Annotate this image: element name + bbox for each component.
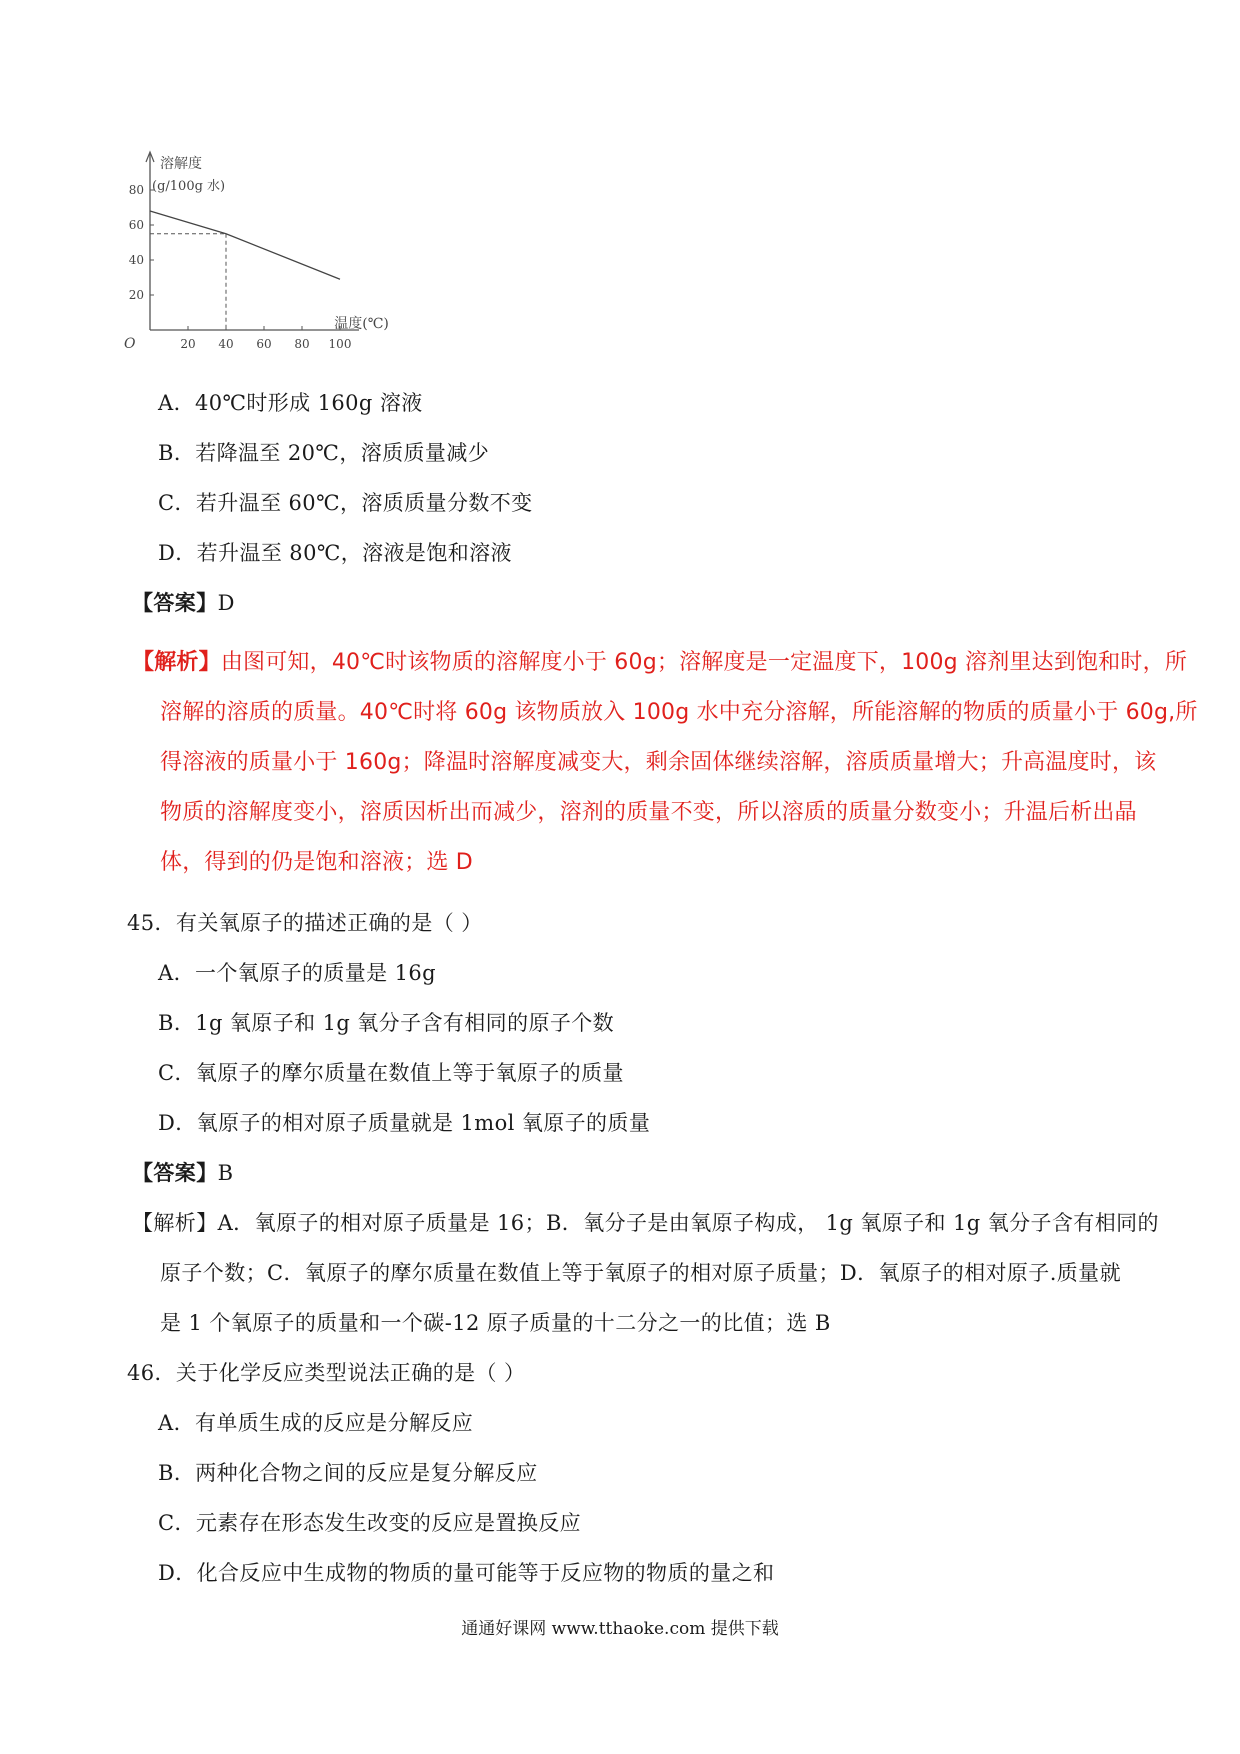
q46-option-d: D．化合反应中生成物的物质的量可能等于反应物的物质的量之和 — [158, 1561, 775, 1585]
q45-analysis-line-3: 是 1 个氧原子的质量和一个碳-12 原子质量的十二分之一的比值；选 B — [160, 1311, 831, 1335]
y-tick-label: 20 — [128, 288, 144, 302]
q45-option-d: D．氧原子的相对原子质量就是 1mol 氧原子的质量 — [158, 1111, 651, 1135]
q44-analysis-line-1 — [132, 648, 1187, 678]
q45-analysis-line-1: 【解析】A．氧原子的相对原子质量是 16；B．氧分子是由氧原子构成， 1g 氧原子和 1g 氧分子含有相同的 — [132, 1211, 1159, 1235]
q44-option-a: A．40℃时形成 160g 溶液 — [158, 391, 423, 415]
analysis-text: 由图可知，40℃时该物质的溶解度小于 60g；溶解度是一定温度下，100g 溶剂里达到饱和时，所 — [220, 650, 1188, 675]
x-tick-label: 20 — [180, 337, 196, 351]
q44-analysis-line-3: 得溶液的质量小于 160g；降温时溶解度减变大，剩余固体继续溶解，溶质质量增大；升高温度时，该 — [160, 750, 1157, 775]
chart-svg — [120, 150, 389, 370]
y-axis-unit: (g/100g 水) — [152, 179, 226, 194]
y-tick-label: 80 — [128, 183, 144, 197]
q46-option-a: A．有单质生成的反应是分解反应 — [158, 1411, 474, 1435]
solubility-curve — [150, 211, 340, 279]
q45-option-b: B．1g 氧原子和 1g 氧分子含有相同的原子个数 — [158, 1011, 615, 1035]
answer-label: 【答案】 — [132, 590, 218, 615]
q45-analysis-line-2: 原子个数；C．氧原子的摩尔质量在数值上等于氧原子的相对原子质量；D．氧原子的相对原子.质量就 — [160, 1261, 1121, 1285]
answer-value: D — [217, 591, 235, 615]
q44-analysis-line-5: 体，得到的仍是饱和溶液；选 D — [160, 850, 473, 875]
q44-analysis-line-2: 溶解的溶质的质量。40℃时将 60g 该物质放入 100g 水中充分溶解，所能溶解的物质的质量小于 60g,所 — [160, 700, 1198, 725]
analysis-label: 【解析】 — [132, 650, 221, 675]
origin-label: O — [124, 336, 136, 352]
page-footer: 通通好课网 www.tthaoke.com 提供下载 — [461, 1619, 779, 1639]
x-tick-label: 100 — [328, 337, 352, 351]
q44-option-b: B．若降温至 20℃，溶质质量减少 — [158, 441, 490, 465]
x-axis-label: 温度(℃) — [334, 316, 389, 332]
q45-option-a: A．一个氧原子的质量是 16g — [158, 961, 437, 985]
answer-label: 【答案】 — [132, 1160, 218, 1185]
q46-option-c: C．元素存在形态发生改变的反应是置换反应 — [158, 1511, 582, 1535]
y-axis-label: 溶解度 — [160, 156, 202, 172]
q45-stem: 45．有关氧原子的描述正确的是（ ） — [127, 911, 483, 935]
q44-analysis-line-4: 物质的溶解度变小，溶质因析出而减少，溶剂的质量不变，所以溶质的质量分数变小；升温后析出晶 — [160, 800, 1137, 825]
x-tick-label: 80 — [294, 337, 310, 351]
x-tick-label: 40 — [218, 337, 234, 351]
q44-answer — [132, 588, 235, 618]
q45-answer — [132, 1158, 233, 1188]
q44-option-c: C．若升温至 60℃，溶质质量分数不变 — [158, 491, 533, 515]
solubility-chart — [120, 150, 389, 370]
answer-value: B — [217, 1161, 234, 1185]
q46-option-b: B．两种化合物之间的反应是复分解反应 — [158, 1461, 538, 1485]
q45-option-c: C．氧原子的摩尔质量在数值上等于氧原子的质量 — [158, 1061, 624, 1085]
q46-stem: 46．关于化学反应类型说法正确的是（ ） — [127, 1361, 526, 1385]
x-tick-label: 60 — [256, 337, 272, 351]
y-tick-label: 40 — [128, 253, 144, 267]
q44-option-d: D．若升温至 80℃，溶液是饱和溶液 — [158, 541, 512, 565]
y-tick-label: 60 — [128, 218, 144, 232]
